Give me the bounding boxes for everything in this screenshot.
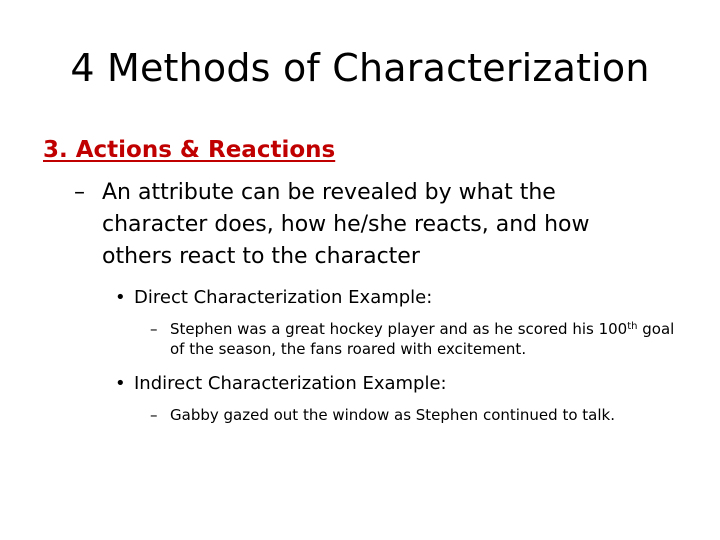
example-indirect-detail-text: Gabby gazed out the window as Stephen continued to talk. bbox=[170, 406, 615, 424]
dash-marker: – bbox=[150, 320, 158, 338]
bullet-marker: • bbox=[115, 373, 126, 394]
bullet-marker: • bbox=[115, 287, 126, 308]
example-direct bbox=[115, 285, 675, 311]
main-point bbox=[74, 177, 634, 273]
example-indirect-detail bbox=[150, 405, 690, 425]
main-point-text: An attribute can be revealed by what the character does, how he/she reacts, and how others react to the character bbox=[102, 180, 590, 269]
example-indirect bbox=[115, 371, 675, 397]
detail-text-end: goal of the season, the fans roared with excitement. bbox=[170, 320, 675, 358]
example-indirect-label: Indirect Characterization Example: bbox=[134, 373, 447, 394]
example-direct-detail bbox=[150, 319, 690, 359]
section-heading: 3. Actions & Reactions bbox=[43, 137, 336, 163]
ordinal-superscript: th bbox=[627, 321, 638, 332]
slide-title: 4 Methods of Characterization bbox=[70, 46, 650, 90]
example-direct-detail-text bbox=[150, 319, 690, 359]
example-direct-label: Direct Characterization Example: bbox=[134, 287, 433, 308]
dash-marker: – bbox=[150, 406, 158, 424]
dash-marker: – bbox=[74, 180, 85, 205]
detail-text-start: Stephen was a great hockey player and as he scored his 100 bbox=[170, 320, 628, 338]
